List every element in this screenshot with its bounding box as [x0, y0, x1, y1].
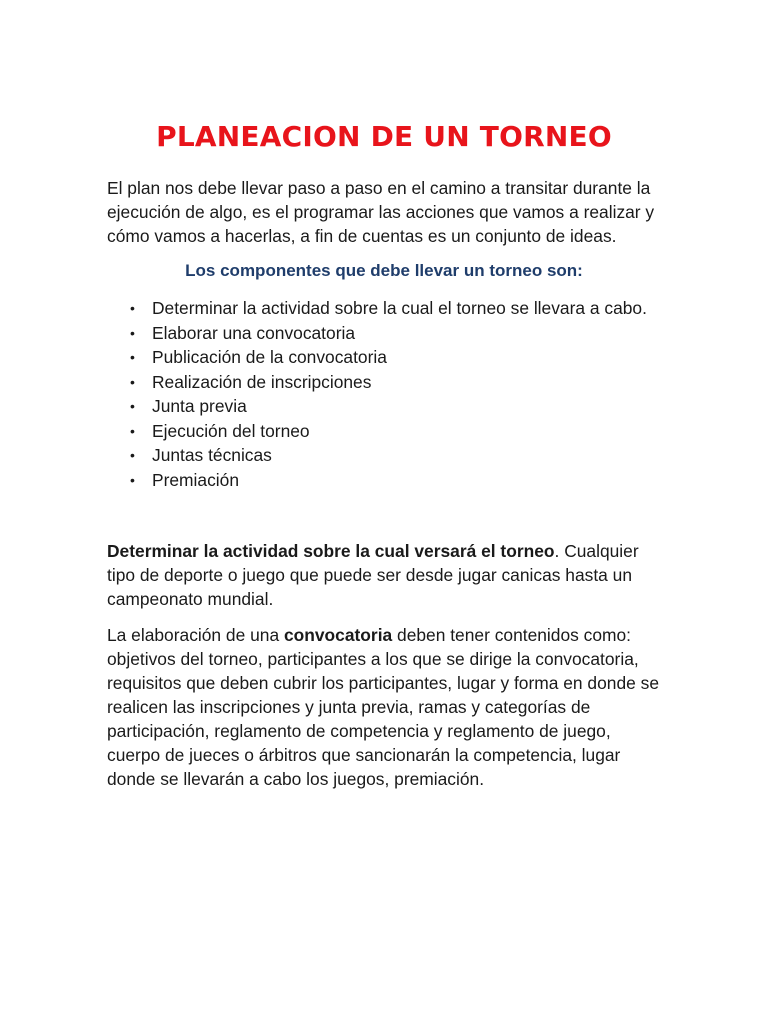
- list-item: [130, 370, 647, 395]
- document-title: PLANEACION DE UN TORNEO: [156, 120, 612, 153]
- activity-paragraph: [107, 539, 667, 611]
- list-item: [130, 394, 647, 419]
- convocatoria-text-after: deben tener contenidos como: objetivos del torneo, participantes a los que se dirige la convocatoria, requisitos que deben cubrir los participantes, lugar y forma en donde se realicen las inscripciones y junta previa, ramas y categorías de participación, reglamento de competencia y reglamento de juego, cuerpo de jueces o árbitros que sancionarán la competencia, lugar donde se llevarán a cabo los juegos, premiación.: [107, 625, 659, 789]
- list-item: [130, 419, 647, 444]
- intro-paragraph: El plan nos debe llevar paso a paso en el camino a transitar durante la ejecución de algo, es el programar las acciones que vamos a realizar y cómo vamos a hacerlas, a fin de cuentas es un conjunto de ideas.: [107, 178, 655, 246]
- list-item-text: Realización de inscripciones: [152, 371, 372, 392]
- list-item: [130, 468, 647, 493]
- convocatoria-paragraph: [107, 623, 667, 791]
- convocatoria-text-before: La elaboración de una: [107, 625, 284, 645]
- list-item-text: Juntas técnicas: [152, 445, 272, 465]
- bullet-icon: •: [130, 349, 135, 365]
- components-list: [130, 296, 647, 492]
- bullet-icon: •: [130, 398, 135, 414]
- bullet-icon: •: [130, 422, 135, 439]
- list-item-text: Elaborar una convocatoria: [152, 322, 356, 343]
- convocatoria-keyword: convocatoria: [283, 625, 393, 645]
- list-item-text: Publicación de la convocatoria: [152, 347, 387, 367]
- list-item-text: Determinar la actividad sobre la cual el torneo se llevara a cabo.: [152, 298, 647, 318]
- bullet-icon: •: [130, 324, 135, 341]
- bullet-icon: •: [130, 300, 135, 316]
- list-item-text: Premiación: [152, 469, 239, 490]
- list-item: [130, 321, 647, 346]
- activity-text: . Cualquier tipo de deporte o juego que puede ser desde jugar canicas hasta un campeonato mundial.: [107, 541, 639, 609]
- activity-heading: Determinar la actividad sobre la cual versará el torneo: [107, 541, 555, 561]
- section-subtitle: Los componentes que debe llevar un torneo son:: [185, 261, 583, 280]
- bullet-icon: •: [130, 471, 135, 488]
- bullet-icon: •: [130, 447, 135, 463]
- list-item-text: Ejecución del torneo: [152, 420, 310, 441]
- list-item: [130, 296, 647, 321]
- list-item: [130, 443, 647, 468]
- list-item-text: Junta previa: [152, 396, 247, 416]
- list-item: [130, 345, 647, 370]
- bullet-icon: •: [130, 373, 135, 390]
